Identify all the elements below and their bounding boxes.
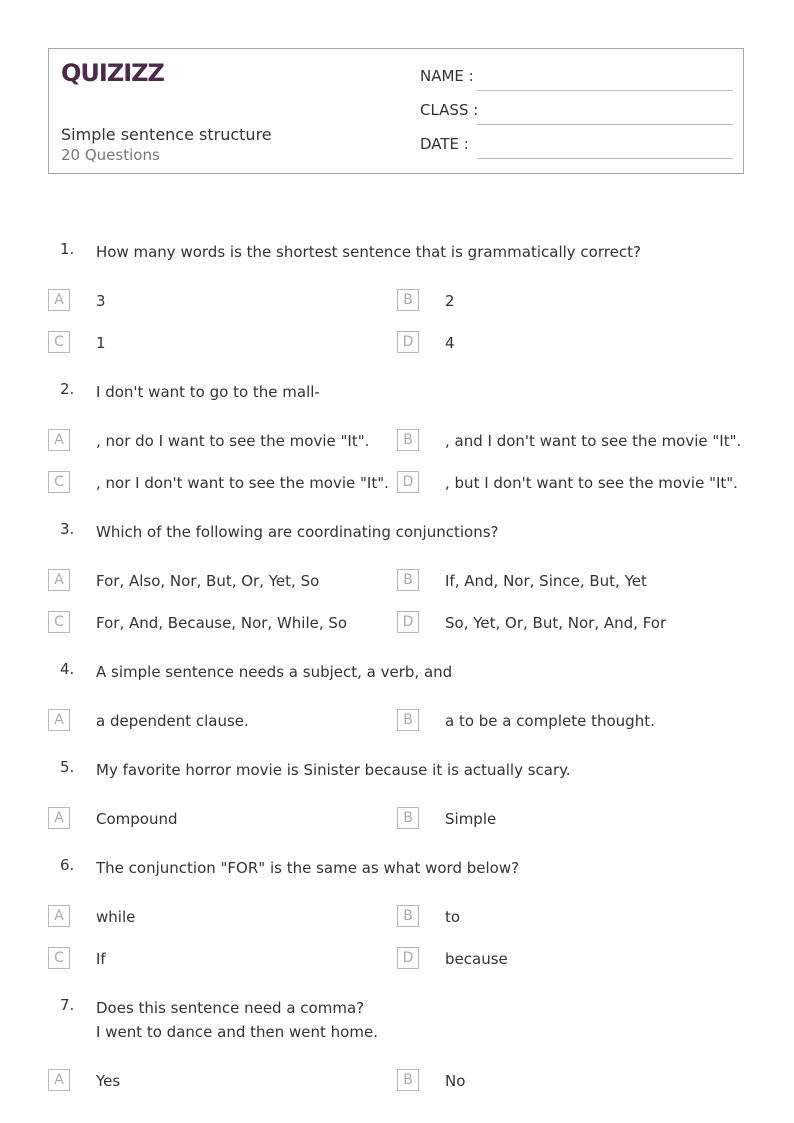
option-letter: C [48, 331, 70, 353]
option-text: Simple [445, 810, 497, 828]
class-field[interactable] [420, 101, 733, 125]
worksheet-header [48, 48, 744, 174]
question-text: My favorite horror movie is Sinister because it is actually scary. [96, 761, 571, 779]
option-letter: A [48, 429, 70, 451]
question-text: Does this sentence need a comma? [96, 999, 365, 1017]
option-text: So, Yet, Or, But, Nor, And, For [445, 614, 667, 632]
option-text: No [445, 1072, 466, 1090]
option-letter: A [48, 709, 70, 731]
question-number: 2. [60, 380, 75, 398]
option-letter: D [397, 611, 419, 633]
option-text: Yes [96, 1072, 121, 1090]
option-text: If [96, 950, 106, 968]
date-label: DATE : [420, 135, 469, 153]
option-text: 3 [96, 292, 106, 310]
option-text: while [96, 908, 136, 926]
option-letter: A [48, 807, 70, 829]
question-text-block [96, 996, 746, 1044]
option-text: , but I don't want to see the movie "It". [445, 474, 738, 492]
question-number: 6. [60, 856, 75, 874]
question-text: How many words is the shortest sentence that is grammatically correct? [96, 243, 641, 261]
option-text: , and I don't want to see the movie "It". [445, 432, 742, 450]
option-text: because [445, 950, 508, 968]
question-text: The conjunction "FOR" is the same as what word below? [96, 859, 520, 877]
option-text: Compound [96, 810, 178, 828]
option-letter: D [397, 331, 419, 353]
option-letter: B [397, 807, 419, 829]
worksheet-title: Simple sentence structure [61, 125, 272, 144]
date-line[interactable] [477, 158, 733, 159]
option-letter: B [397, 709, 419, 731]
question-number: 1. [60, 240, 75, 258]
option-letter: B [397, 569, 419, 591]
option-letter: C [48, 611, 70, 633]
option-text: a to be a complete thought. [445, 712, 655, 730]
option-text: , nor do I want to see the movie "It". [96, 432, 370, 450]
question-text: A simple sentence needs a subject, a verb, and [96, 663, 453, 681]
option-letter: B [397, 289, 419, 311]
question-number: 3. [60, 520, 75, 538]
option-text: 4 [445, 334, 455, 352]
option-letter: A [48, 569, 70, 591]
question-number: 5. [60, 758, 75, 776]
option-letter: C [48, 471, 70, 493]
quizizz-logo: QUIZIZZ [61, 59, 164, 87]
question-number: 7. [60, 996, 75, 1014]
question-text-line2: I went to dance and then went home. [96, 1023, 378, 1041]
option-text: If, And, Nor, Since, But, Yet [445, 572, 647, 590]
option-text: For, And, Because, Nor, While, So [96, 614, 348, 632]
option-text: 2 [445, 292, 455, 310]
name-label: NAME : [420, 67, 474, 85]
option-text: a dependent clause. [96, 712, 249, 730]
date-field[interactable] [420, 135, 733, 159]
option-text: For, Also, Nor, But, Or, Yet, So [96, 572, 320, 590]
option-letter: B [397, 1069, 419, 1091]
option-letter: A [48, 905, 70, 927]
option-text: , nor I don't want to see the movie "It". [96, 474, 389, 492]
name-line[interactable] [477, 90, 733, 91]
question-count: 20 Questions [61, 146, 160, 164]
option-letter: B [397, 429, 419, 451]
option-text: 1 [96, 334, 106, 352]
question-text: I don't want to go to the mall- [96, 383, 320, 401]
name-field[interactable] [420, 67, 733, 91]
class-label: CLASS : [420, 101, 479, 119]
option-letter: A [48, 289, 70, 311]
option-letter: C [48, 947, 70, 969]
question-number: 4. [60, 660, 75, 678]
option-letter: D [397, 947, 419, 969]
option-text: to [445, 908, 461, 926]
class-line[interactable] [477, 124, 733, 125]
question-text: Which of the following are coordinating conjunctions? [96, 523, 499, 541]
option-letter: B [397, 905, 419, 927]
option-letter: D [397, 471, 419, 493]
option-letter: A [48, 1069, 70, 1091]
